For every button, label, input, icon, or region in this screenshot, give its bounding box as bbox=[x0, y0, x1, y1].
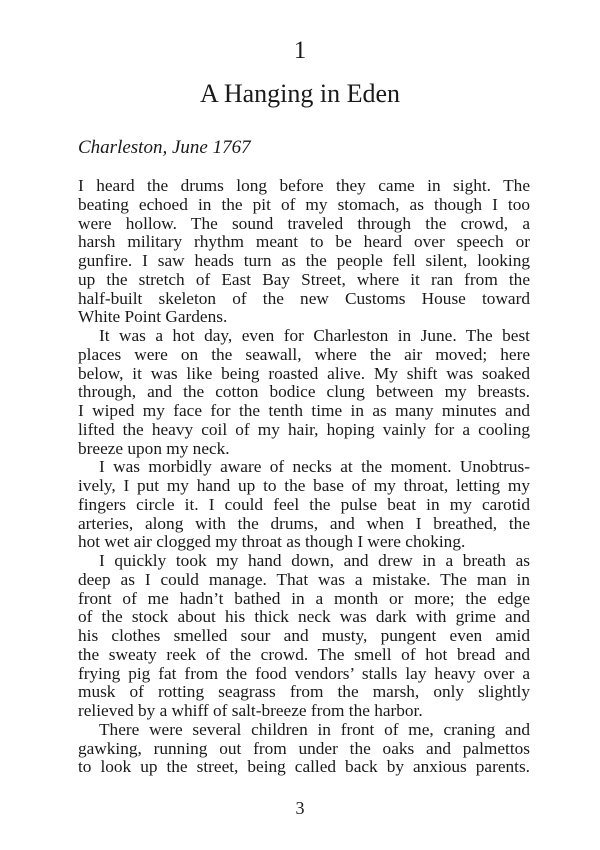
text-line: It was a hot day, even for Charleston in June. The best bbox=[99, 327, 530, 345]
paragraph bbox=[78, 458, 530, 552]
text-line: I heard the drums long before they came in sight. The bbox=[78, 177, 530, 195]
text-line: hot wet air clogged my throat as though I were choking. bbox=[78, 533, 466, 552]
text-line: of the stock about his thick neck was dark with grime and bbox=[78, 608, 530, 627]
paragraph bbox=[78, 327, 530, 458]
text-line: frying pig fat from the food vendors’ stalls lay heavy over a bbox=[78, 664, 530, 683]
paragraph bbox=[78, 721, 530, 777]
text-line: beating echoed in the pit of my stomach, as though I too bbox=[78, 195, 530, 214]
paragraph bbox=[78, 552, 530, 721]
paragraph bbox=[78, 177, 530, 327]
text-line: harsh military rhythm meant to be heard over speech or bbox=[78, 233, 530, 252]
text-line: deep as I could manage. That was a mistake. The man in bbox=[78, 570, 530, 589]
text-line: relieved by a whiff of salt-breeze from the harbor. bbox=[78, 702, 423, 720]
text-line: half-built skeleton of the new Customs House toward bbox=[78, 289, 530, 308]
text-line: the sweaty reek of the crowd. The smell of hot bread and bbox=[78, 645, 530, 664]
chapter-title: A Hanging in Eden bbox=[199, 79, 401, 108]
text-line: to look up the street, being called back by anxious parents. bbox=[78, 758, 530, 777]
text-line: There were several children in front of me, craning and bbox=[99, 720, 530, 739]
text-line: ively, I put my hand up to the base of my throat, letting my bbox=[78, 477, 530, 495]
text-line: up the stretch of East Bay Street, where it ran from the bbox=[78, 270, 530, 289]
text-line: arteries, along with the drums, and when I breathed, the bbox=[78, 514, 530, 533]
text-line: I was morbidly aware of necks at the moment. Unobtrus- bbox=[99, 458, 530, 477]
text-line: were hollow. The sound traveled through the crowd, a bbox=[78, 214, 530, 233]
text-line: through, and the cotton bodice clung between my breasts. bbox=[78, 383, 530, 402]
text-line: musk of rotting seagrass from the marsh, only slightly bbox=[78, 683, 530, 702]
text-line: below, it was like being roasted alive. My shift was soaked bbox=[78, 364, 530, 383]
text-line: I wiped my face for the tenth time in as many minutes and bbox=[78, 402, 530, 420]
text-line: I quickly took my hand down, and drew in a breath as bbox=[99, 552, 530, 570]
body-text bbox=[78, 177, 530, 777]
text-line: breeze upon my neck. bbox=[78, 439, 230, 458]
text-line: fingers circle it. I could feel the pulse beat in my carotid bbox=[78, 495, 530, 514]
text-line: places were on the seawall, where the air moved; here bbox=[78, 345, 530, 364]
text-line: gunfire. I saw heads turn as the people fell silent, looking bbox=[78, 252, 530, 270]
text-line: gawking, running out from under the oaks and palmettos bbox=[78, 739, 530, 758]
text-line: front of me hadn’t bathed in a month or more; the edge bbox=[78, 589, 530, 608]
chapter-number: 1 bbox=[293, 37, 307, 64]
text-line: his clothes smelled sour and musty, pungent even amid bbox=[78, 627, 530, 645]
chapter-dateline: Charleston, June 1767 bbox=[78, 137, 251, 158]
page-number: 3 bbox=[295, 798, 305, 818]
text-line: lifted the heavy coil of my hair, hoping vainly for a cooling bbox=[78, 420, 530, 439]
text-line: White Point Gardens. bbox=[78, 308, 228, 327]
